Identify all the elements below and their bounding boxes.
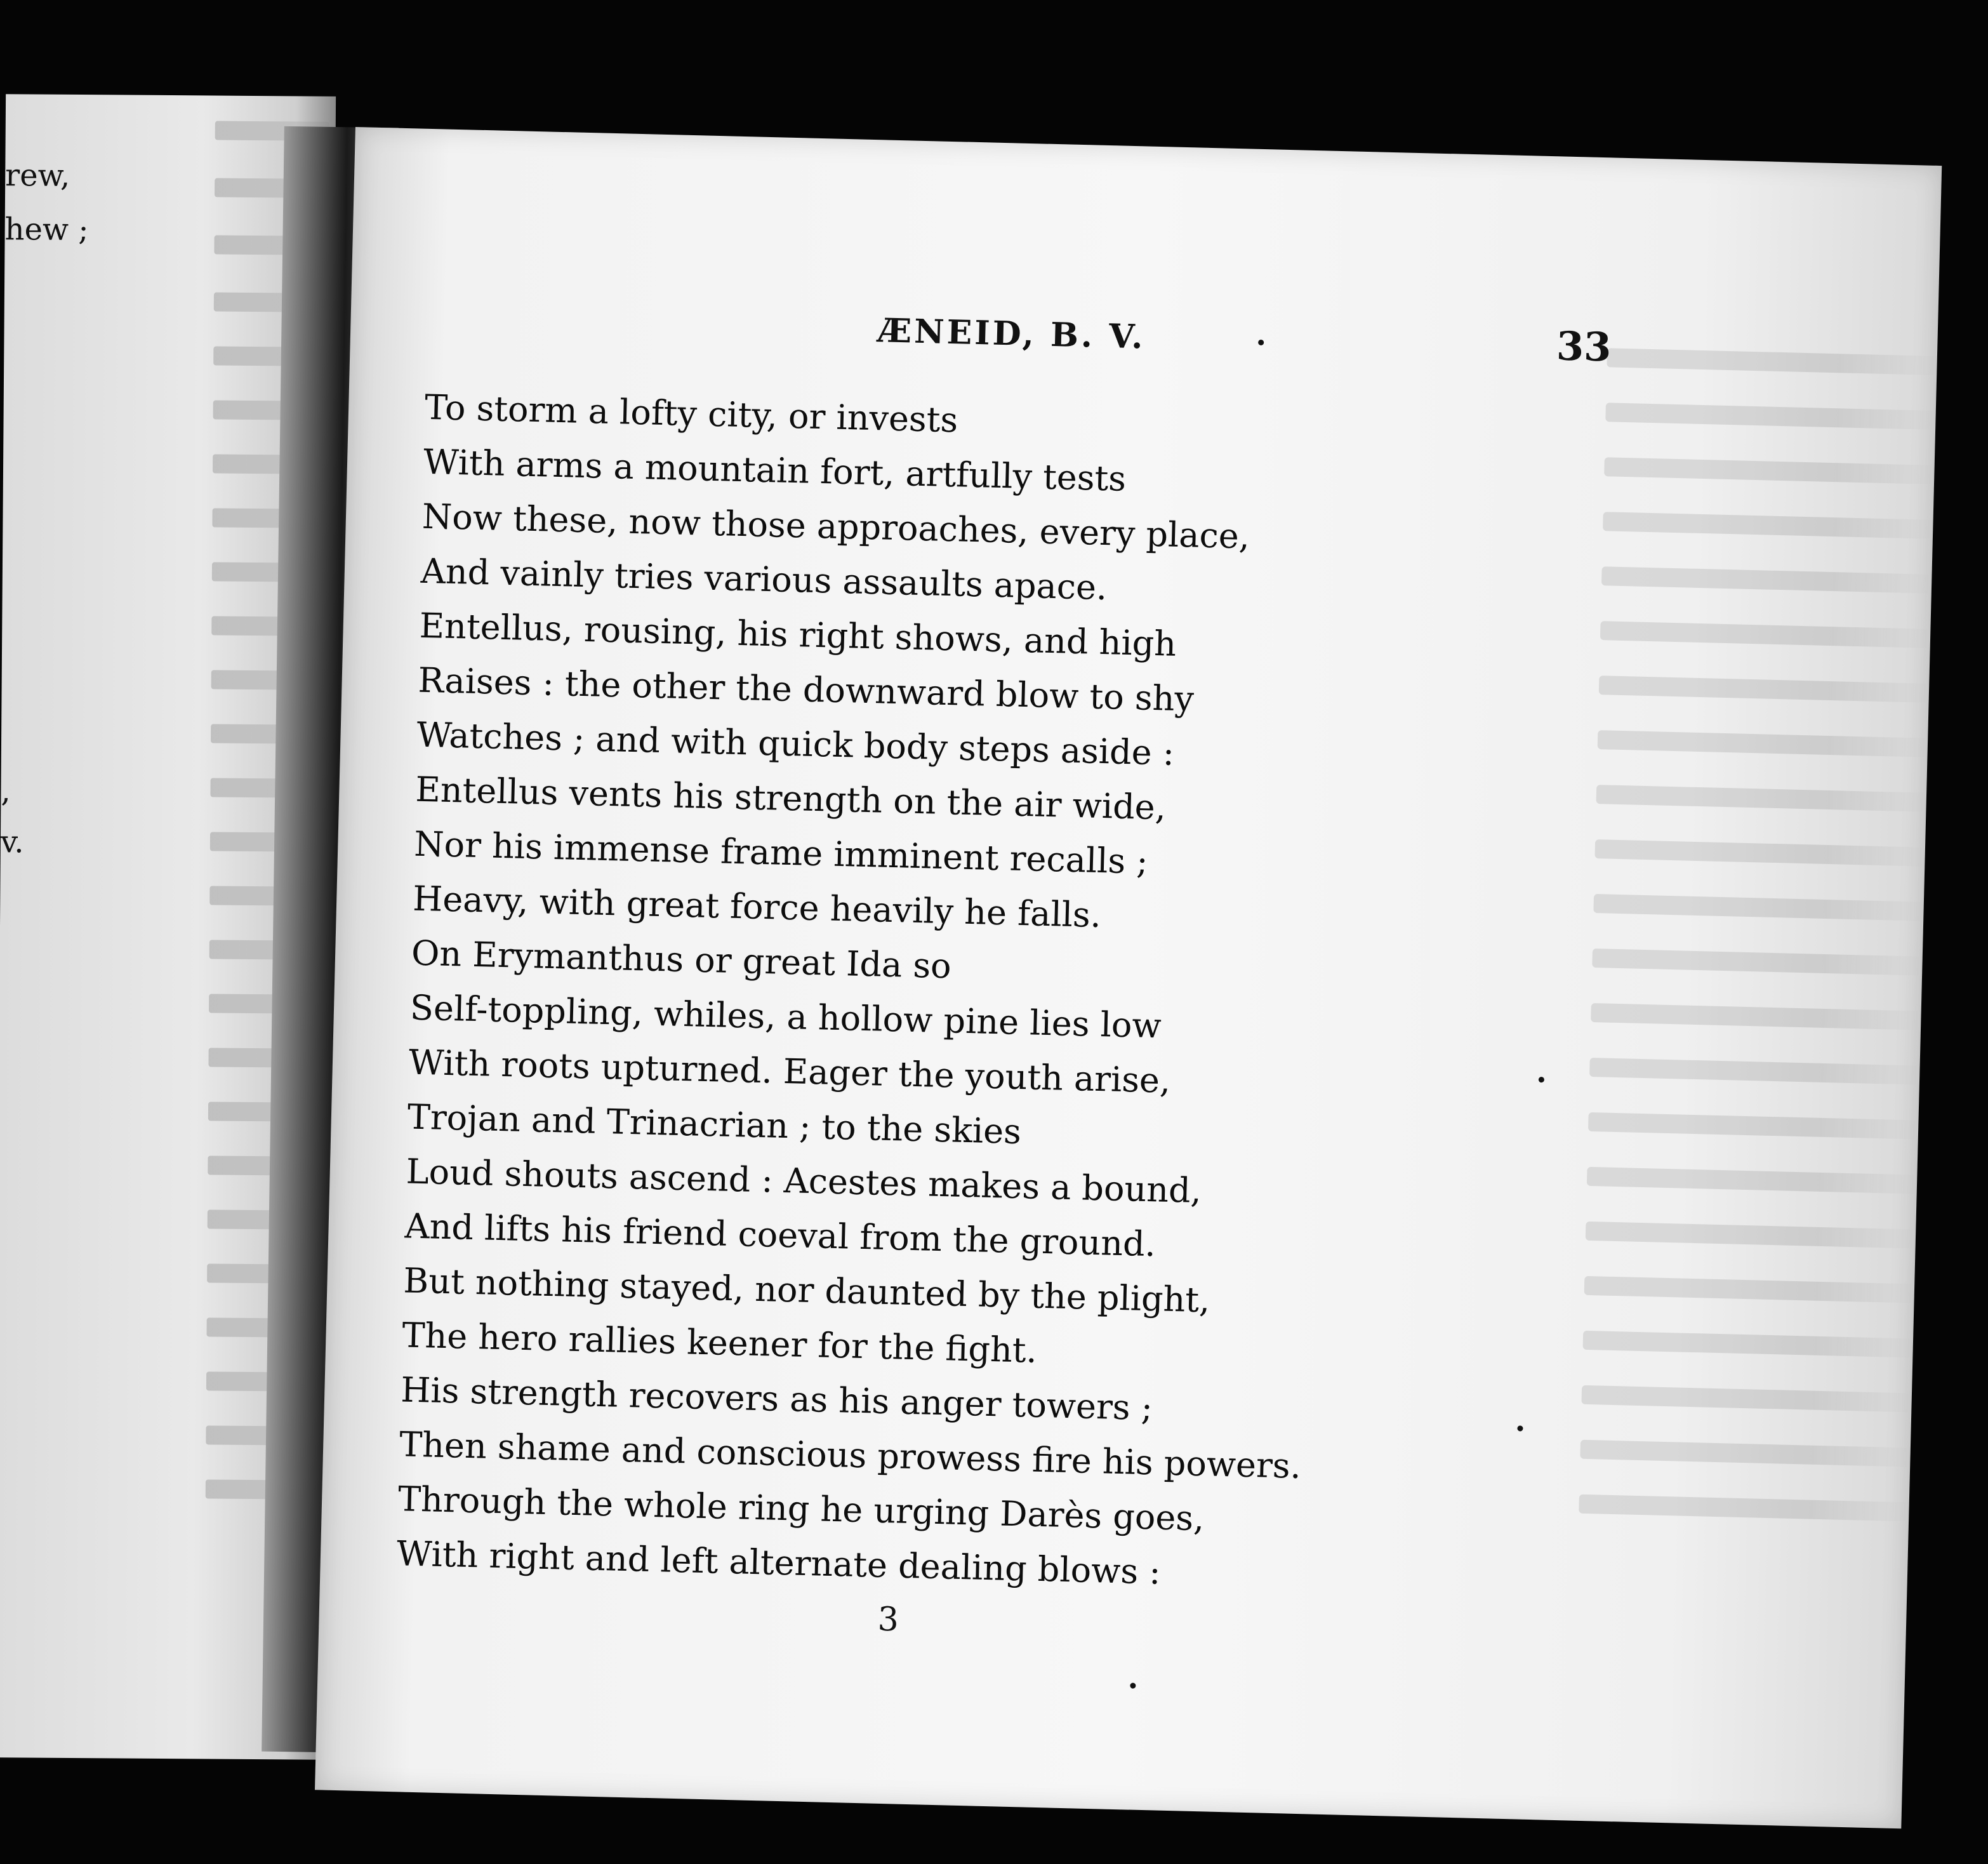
- verse-line: With right and left alternate dealing blows :: [396, 1533, 1162, 1592]
- verse-line: Self-toppling, whiles, a hollow pine lies low: [409, 987, 1162, 1046]
- verse-line: And lifts his friend coeval from the ground.: [404, 1206, 1156, 1265]
- verse-line: To storm a lofty city, or invests: [424, 387, 958, 441]
- verse-line: Through the whole ring he urging Darès goes,: [397, 1479, 1205, 1539]
- verse-line: Nor his immense frame imminent recalls ;: [413, 823, 1149, 882]
- verse-line: Heavy, with great force heavily he falls.: [412, 878, 1102, 936]
- verse-line: Trojan and Trinacrian ; to the skies: [407, 1096, 1022, 1152]
- verse-line: On Erymanthus or great Ida so: [411, 933, 952, 987]
- verse-line: Entellus vents his strength on the air wide,: [414, 769, 1167, 828]
- verse-line: Watches ; and with quick body steps aside :: [416, 714, 1175, 773]
- verse-block: [396, 380, 1631, 1611]
- running-head: ÆNEID, B. V.: [877, 311, 1146, 357]
- page-number: 33: [1556, 323, 1612, 371]
- left-page-line: rew,: [5, 157, 70, 194]
- left-page-line: v.: [0, 824, 24, 860]
- bleed-through-text: [1578, 348, 1937, 1562]
- verse-line: The hero rallies keener for the fight.: [401, 1315, 1038, 1371]
- left-page-line: ,: [1, 773, 11, 809]
- signature-mark: 3: [877, 1600, 899, 1639]
- verse-line: Loud shouts ascend : Acestes makes a bound,: [406, 1151, 1202, 1211]
- verse-line: Then shame and conscious prowess fire his powers.: [399, 1424, 1302, 1487]
- verse-line: Entellus, rousing, his right shows, and high: [419, 605, 1177, 664]
- verse-line: With roots upturned. Eager the youth arise,: [408, 1042, 1171, 1101]
- verse-line: And vainly tries various assaults apace.: [420, 550, 1108, 608]
- verse-line: Now these, now those approaches, every place,: [421, 496, 1250, 557]
- verse-line: Raises : the other the downward blow to shy: [417, 660, 1195, 719]
- verse-line: With arms a mountain fort, artfully tests: [423, 441, 1127, 499]
- verse-line: But nothing stayed, nor daunted by the plight,: [402, 1260, 1211, 1321]
- book-page: [315, 127, 1942, 1828]
- ink-speck: [1130, 1683, 1136, 1689]
- left-page-line: hew ;: [4, 211, 89, 248]
- verse-line: His strength recovers as his anger towers ;: [400, 1369, 1153, 1428]
- ink-speck: [1258, 340, 1264, 345]
